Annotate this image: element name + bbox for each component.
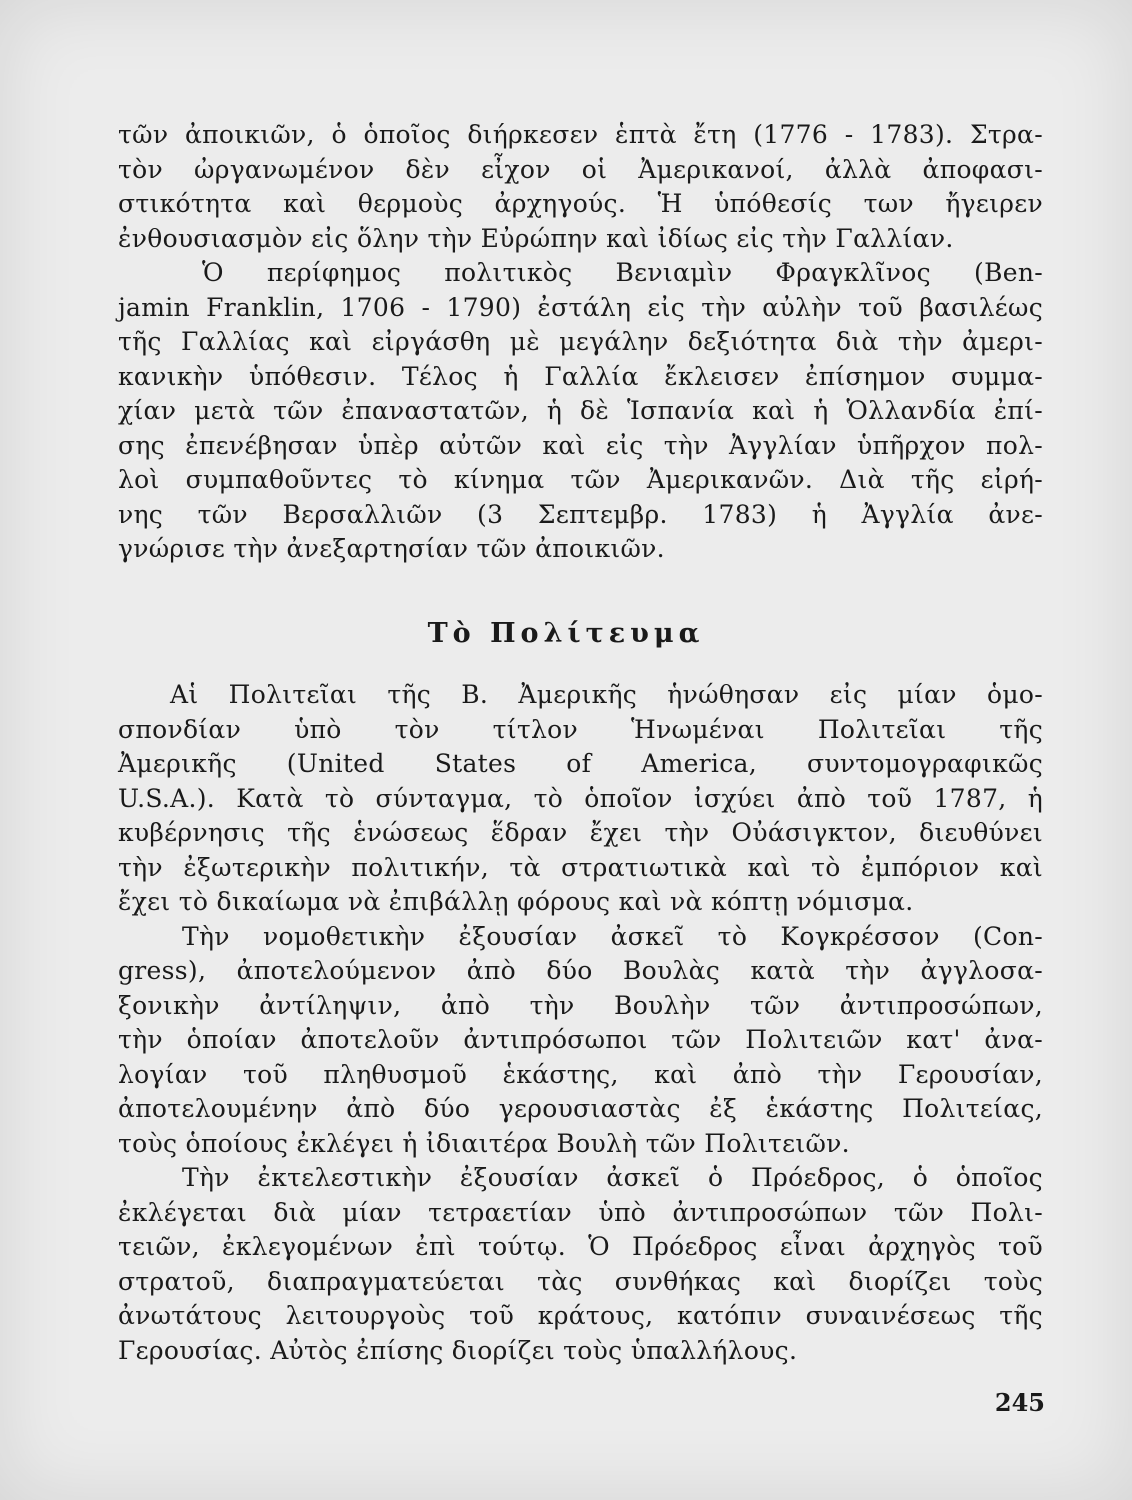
text-line: U.S.A.). Κατὰ τὸ σύνταγμα, τὸ ὁποῖον ἰσχύει ἀπὸ τοῦ 1787, ἡ [118,783,1043,813]
text-block-top [118,118,1043,567]
text-line: jamin Franklin, 1706 - 1790) ἐστάλη εἰς τὴν αὐλὴν τοῦ βασιλέως [118,292,1043,322]
text-line: κανικὴν ὑπόθεσιν. Τέλος ἡ Γαλλία ἔκλεισεν ἐπίσημον συμμα- [118,361,1043,391]
text-line: τοὺς ὁποίους ἐκλέγει ἡ ἰδιαιτέρα Βουλὴ τῶν Πολιτειῶν. [118,1128,850,1158]
text-line: στρατοῦ, διαπραγματεύεται τὰς συνθήκας καὶ διορίζει τοὺς [118,1266,1043,1296]
text-line: Τὴν ἐκτελεστικὴν ἐξουσίαν ἀσκεῖ ὁ Πρόεδρος, ὁ ὁποῖος [182,1163,1043,1192]
text-line: Αἱ Πολιτεῖαι τῆς Β. Ἀμερικῆς ἡνώθησαν εἰς μίαν ὁμο- [170,680,1043,709]
text-line: τὸν ὠργανωμένον δὲν εἶχον οἱ Ἀμερικανοί, ἀλλὰ ἀποφασι- [118,154,1043,184]
text-line: τῶν ἀποικιῶν, ὁ ὁποῖος διήρκεσεν ἑπτὰ ἔτη (1776 - 1783). Στρα- [118,120,1043,149]
text-line: λοὶ συμπαθοῦντες τὸ κίνημα τῶν Ἀμερικανῶν. Διὰ τῆς εἰρή- [118,465,1043,494]
section-heading: Τὸ Πολίτευμα [427,618,705,649]
paragraph-4 [118,920,1043,1162]
paragraph-2 [118,256,1043,567]
text-line: νης τῶν Βερσαλλιῶν (3 Σεπτεμβρ. 1783) ἡ Ἀγγλία ἀνε- [118,499,1043,529]
text-line: ἀποτελουμένην ἀπὸ δύο γερουσιαστὰς ἐξ ἑκάστης Πολιτείας, [118,1094,1043,1123]
text-line: ἔχει τὸ δικαίωμα νὰ ἐπιβάλλῃ φόρους καὶ νὰ κόπτῃ νόμισμα. [118,887,914,916]
text-line: σης ἐπενέβησαν ὑπὲρ αὐτῶν καὶ εἰς τὴν Ἀγγλίαν ὑπῆρχον πολ- [118,430,1043,460]
text-line: ἐνθουσιασμὸν εἰς ὅλην τὴν Εὐρώπην καὶ ἰδίως εἰς τὴν Γαλλίαν. [118,223,954,253]
text-line: ἐκλέγεται διὰ μίαν τετραετίαν ὑπὸ ἀντιπροσώπων τῶν Πολι- [118,1197,1043,1227]
text-line: Ἀμερικῆς (United States of America, συντομογραφικῶς [118,749,1043,778]
text-line: γνώρισε τὴν ἀνεξαρτησίαν τῶν ἀποικιῶν. [118,534,665,563]
text-line: λογίαν τοῦ πληθυσμοῦ ἑκάστης, καὶ ἀπὸ τὴν Γερουσίαν, [118,1059,1043,1089]
text-line: Ὁ περίφημος πολιτικὸς Βενιαμὶν Φραγκλῖνος (Ben- [202,258,1043,287]
paragraph-1 [118,118,1043,256]
text-block-bottom [118,678,1043,1368]
text-line: τειῶν, ἐκλεγομένων ἐπὶ τούτῳ. Ὁ Πρόεδρος εἶναι ἀρχηγὸς τοῦ [118,1232,1043,1261]
text-line: ξονικὴν ἀντίληψιν, ἀπὸ τὴν Βουλὴν τῶν ἀντιπροσώπων, [118,990,1043,1020]
text-line: τὴν ὁποίαν ἀποτελοῦν ἀντιπρόσωποι τῶν Πολιτειῶν κατ' ἀνα- [118,1025,1043,1054]
text-line: σπονδίαν ὑπὸ τὸν τίτλον Ἡνωμέναι Πολιτεῖαι τῆς [118,714,1043,744]
text-line: ἀνωτάτους λειτουργοὺς τοῦ κράτους, κατόπιν συναινέσεως τῆς [118,1301,1043,1330]
text-line: τῆς Γαλλίας καὶ εἰργάσθη μὲ μεγάλην δεξιότητα διὰ τὴν ἀμερι- [118,327,1043,356]
text-line: Γερουσίας. Αὐτὸς ἐπίσης διορίζει τοὺς ὑπαλλήλους. [118,1335,798,1365]
text-line: στικότητα καὶ θερμοὺς ἀρχηγούς. Ἡ ὑπόθεσίς των ἤγειρεν [118,189,1043,218]
text-line: κυβέρνησις τῆς ἑνώσεως ἕδραν ἔχει τὴν Οὐάσιγκτον, διευθύνει [118,818,1043,847]
text-line: gress), ἀποτελούμενον ἀπὸ δύο Βουλὰς κατὰ τὴν ἀγγλοσα- [118,956,1043,985]
paragraph-3 [118,678,1043,920]
text-line: τὴν ἐξωτερικὴν πολιτικήν, τὰ στρατιωτικὰ καὶ τὸ ἐμπόριον καὶ [118,852,1043,882]
text-line: χίαν μετὰ τῶν ἐπαναστατῶν, ἡ δὲ Ἱσπανία καὶ ἡ Ὁλλανδία ἐπί- [118,396,1043,425]
page-number: 245 [994,1388,1045,1417]
paragraph-5 [118,1161,1043,1368]
text-line: Τὴν νομοθετικὴν ἐξουσίαν ἀσκεῖ τὸ Κογκρέσσον (Con- [182,921,1043,951]
